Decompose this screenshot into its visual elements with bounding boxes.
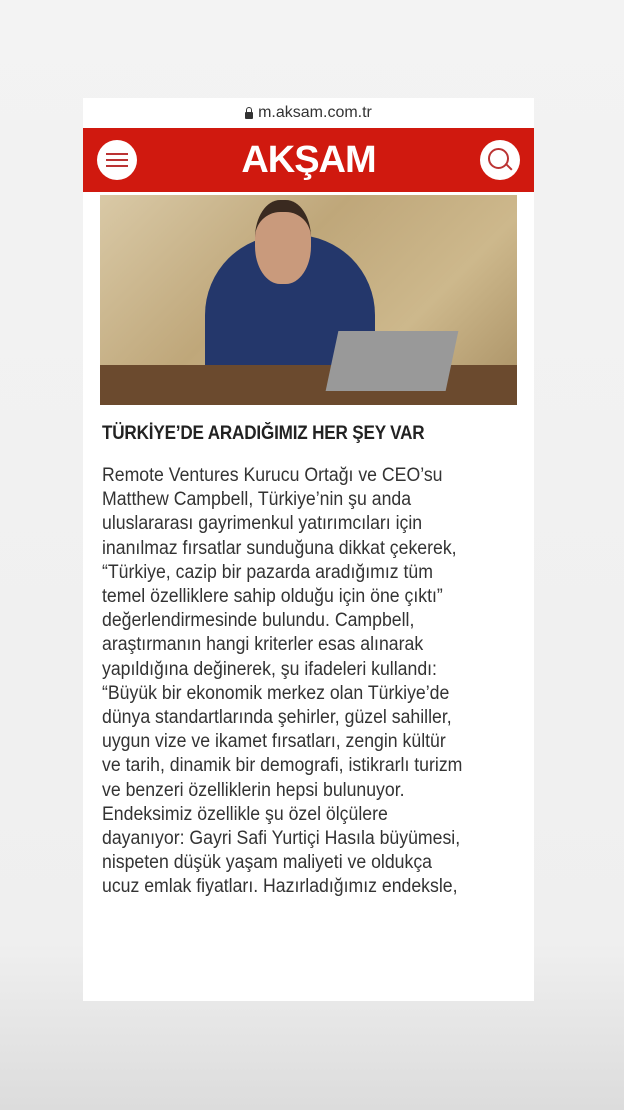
search-button[interactable] <box>480 140 520 180</box>
article-line: nispeten düşük yaşam maliyeti ve oldukça <box>102 852 433 874</box>
article-line: yapıldığına değinerek, şu ifadeleri kullandı: <box>102 658 437 680</box>
article-body <box>102 464 521 900</box>
article-line: inanılmaz fırsatlar sunduğuna dikkat çekerek, <box>102 537 457 559</box>
article-line: değerlendirmesinde bulundu. Campbell, <box>102 610 415 632</box>
article-line: Endeksimiz özellikle şu özel ölçülere <box>102 803 388 825</box>
article-line: “Türkiye, cazip bir pazarda aradığımız tüm <box>102 561 433 583</box>
article-line: uluslararası gayrimenkul yatırımcıları için <box>102 513 423 535</box>
browser-page <box>83 98 534 1001</box>
site-header <box>83 128 534 192</box>
article-line: uygun vize ve ikamet fırsatları, zengin kültür <box>102 731 446 753</box>
url-text: m.aksam.com.tr <box>258 104 372 121</box>
article-line: ve benzeri özelliklerin hepsi bulunuyor. <box>102 779 405 801</box>
lock-icon <box>245 112 253 119</box>
article-line: Matthew Campbell, Türkiye’nin şu anda <box>102 489 412 511</box>
article-line: ucuz emlak fiyatları. Hazırladığımız endeksle, <box>102 876 458 898</box>
article-line: “Büyük bir ekonomik merkez olan Türkiye’de <box>102 682 450 704</box>
photo-desk <box>100 365 517 405</box>
photo-head <box>255 200 311 284</box>
article-line: ve tarih, dinamik bir demografi, istikrarlı turizm <box>102 755 463 777</box>
address-bar[interactable] <box>83 98 534 128</box>
article-line: dünya standartlarında şehirler, güzel sahiller, <box>102 707 452 729</box>
article-line: araştırmanın hangi kriterler esas alınarak <box>102 634 424 656</box>
article-line: Remote Ventures Kurucu Ortağı ve CEO’su <box>102 465 443 486</box>
site-logo[interactable]: AKŞAM <box>241 138 376 181</box>
menu-button[interactable] <box>97 140 137 180</box>
article-headline: TÜRKİYE’DE ARADIĞIMIZ HER ŞEY VAR <box>102 423 425 444</box>
photo-laptop <box>326 331 459 391</box>
article-line: temel özelliklere sahip olduğu için öne çıktı” <box>102 586 443 608</box>
article-photo <box>100 195 517 405</box>
article-line: dayanıyor: Gayri Safi Yurtiçi Hasıla büyümesi, <box>102 828 461 850</box>
